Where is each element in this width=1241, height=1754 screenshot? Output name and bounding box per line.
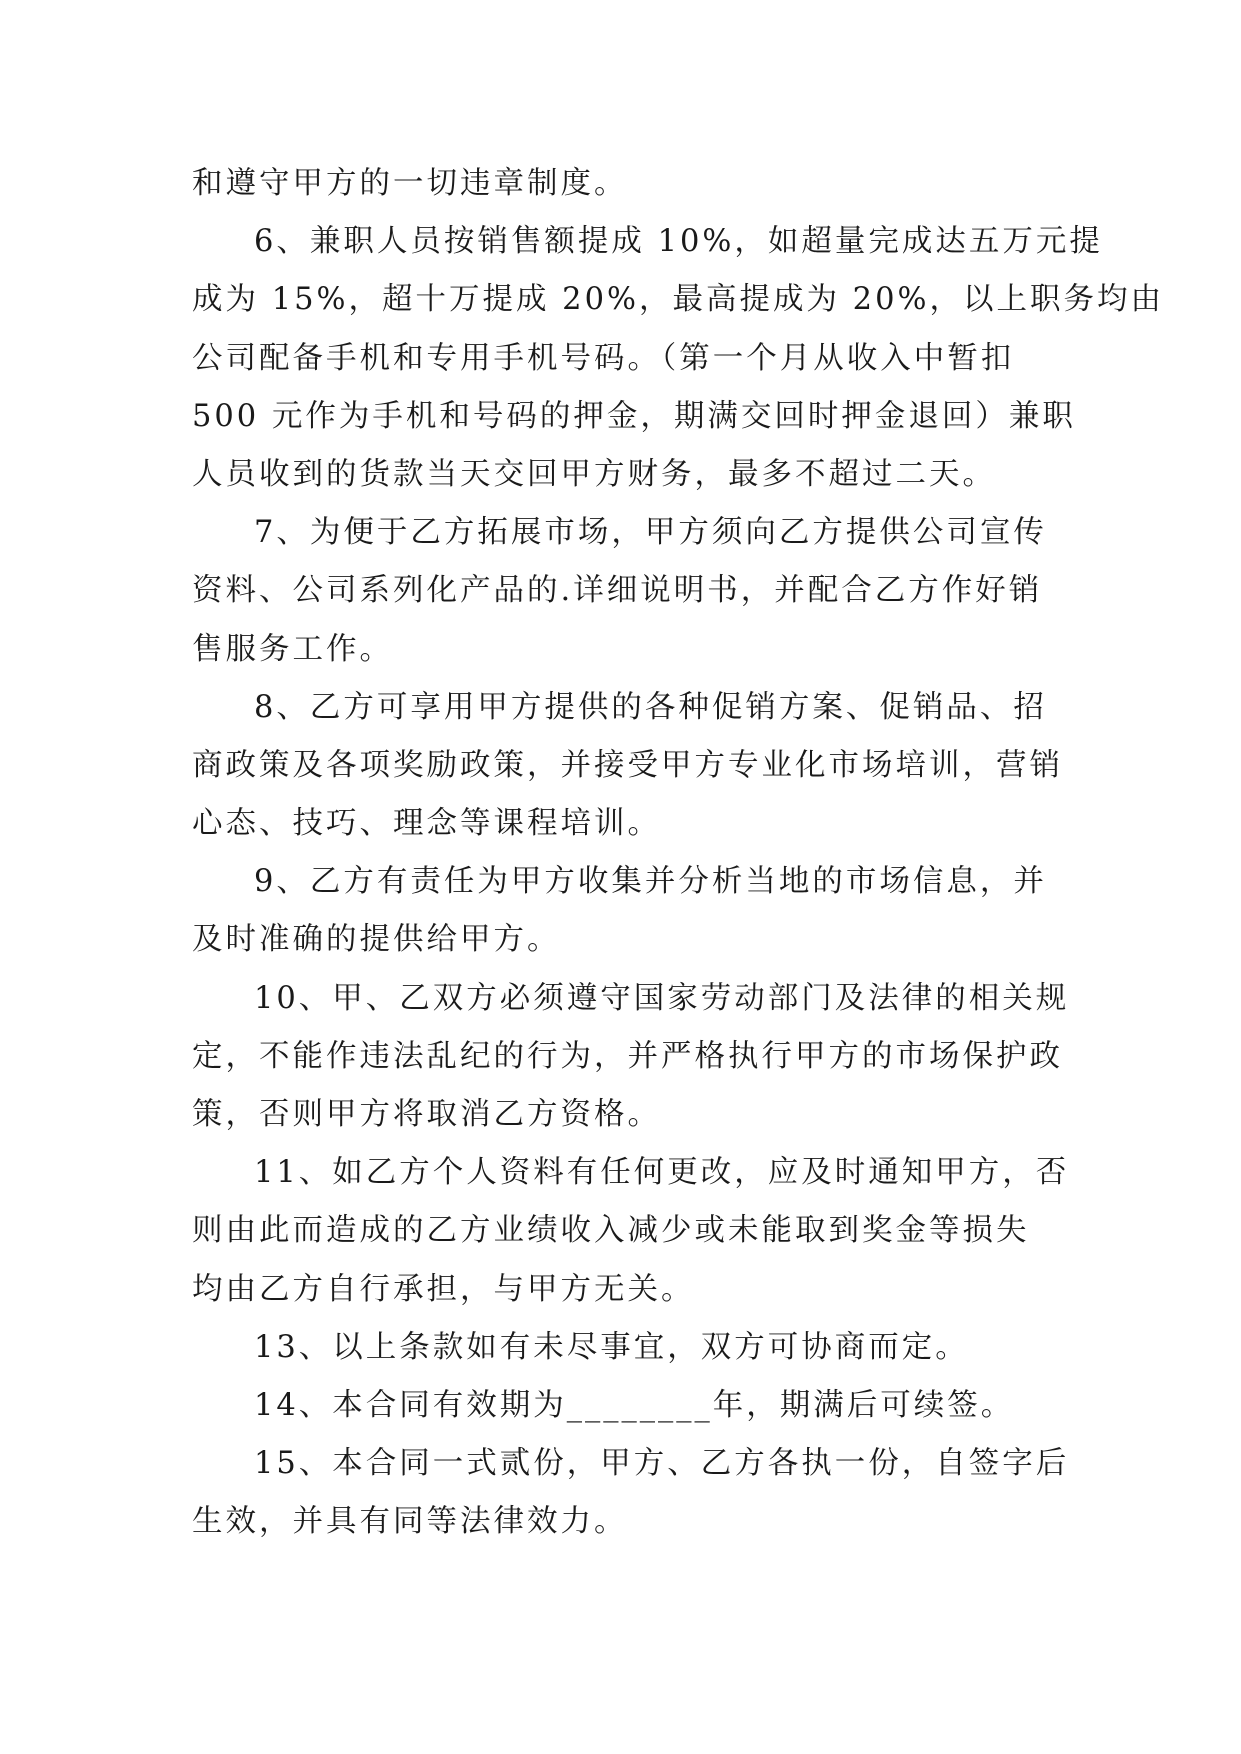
text-line: 生效，并具有同等法律效力。 <box>192 1504 628 1540</box>
text-line: 人员收到的货款当天交回甲方财务，最多不超过二天。 <box>192 456 996 492</box>
text-line: 13、以上条款如有未尽事宜，双方可协商而定。 <box>254 1329 969 1365</box>
text-line: 7、为便于乙方拓展市场，甲方须向乙方提供公司宣传 <box>254 515 1047 551</box>
text-line: 15、本合同一式贰份，甲方、乙方各执一份，自签字后 <box>254 1446 1070 1482</box>
contract-text <box>192 155 1164 1552</box>
text-line: 售服务工作。 <box>192 631 393 667</box>
text-line: 8、乙方可享用甲方提供的各种促销方案、促销品、招 <box>254 689 1047 725</box>
text-line: 6、兼职人员按销售额提成 10%，如超量完成达五万元提 <box>254 224 1103 260</box>
text-line: 公司配备手机和专用手机号码。（第一个月从收入中暂扣 <box>192 340 1015 376</box>
text-line: 成为 15%，超十万提成 20%，最高提成为 20%，以上职务均由 <box>192 282 1164 318</box>
text-line: 及时准确的提供给甲方。 <box>192 922 561 958</box>
text-line: 则由此而造成的乙方业绩收入减少或未能取到奖金等损失 <box>192 1213 1030 1249</box>
text-line: 和遵守甲方的一切违章制度。 <box>192 166 628 201</box>
text-line: 资料、公司系列化产品的.详细说明书，并配合乙方作好销 <box>192 573 1043 609</box>
text-line: 11、如乙方个人资料有任何更改，应及时通知甲方，否 <box>254 1155 1070 1191</box>
text-line: 定，不能作违法乱纪的行为，并严格执行甲方的市场保护政 <box>192 1038 1063 1074</box>
text-line: 500 元作为手机和号码的押金，期满交回时押金退回）兼职 <box>192 398 1076 434</box>
text-line: 9、乙方有责任为甲方收集并分析当地的市场信息，并 <box>254 864 1047 900</box>
text-line: 10、甲、乙双方必须遵守国家劳动部门及法律的相关规 <box>254 980 1070 1016</box>
text-line: 均由乙方自行承担，与甲方无关。 <box>192 1271 695 1307</box>
text-line: 14、本合同有效期为________年，期满后可续签。 <box>254 1387 1015 1423</box>
text-line: 策，否则甲方将取消乙方资格。 <box>192 1097 661 1132</box>
text-line: 心态、技巧、理念等课程培训。 <box>192 806 661 842</box>
text-line: 商政策及各项奖励政策，并接受甲方专业化市场培训，营销 <box>192 747 1063 783</box>
